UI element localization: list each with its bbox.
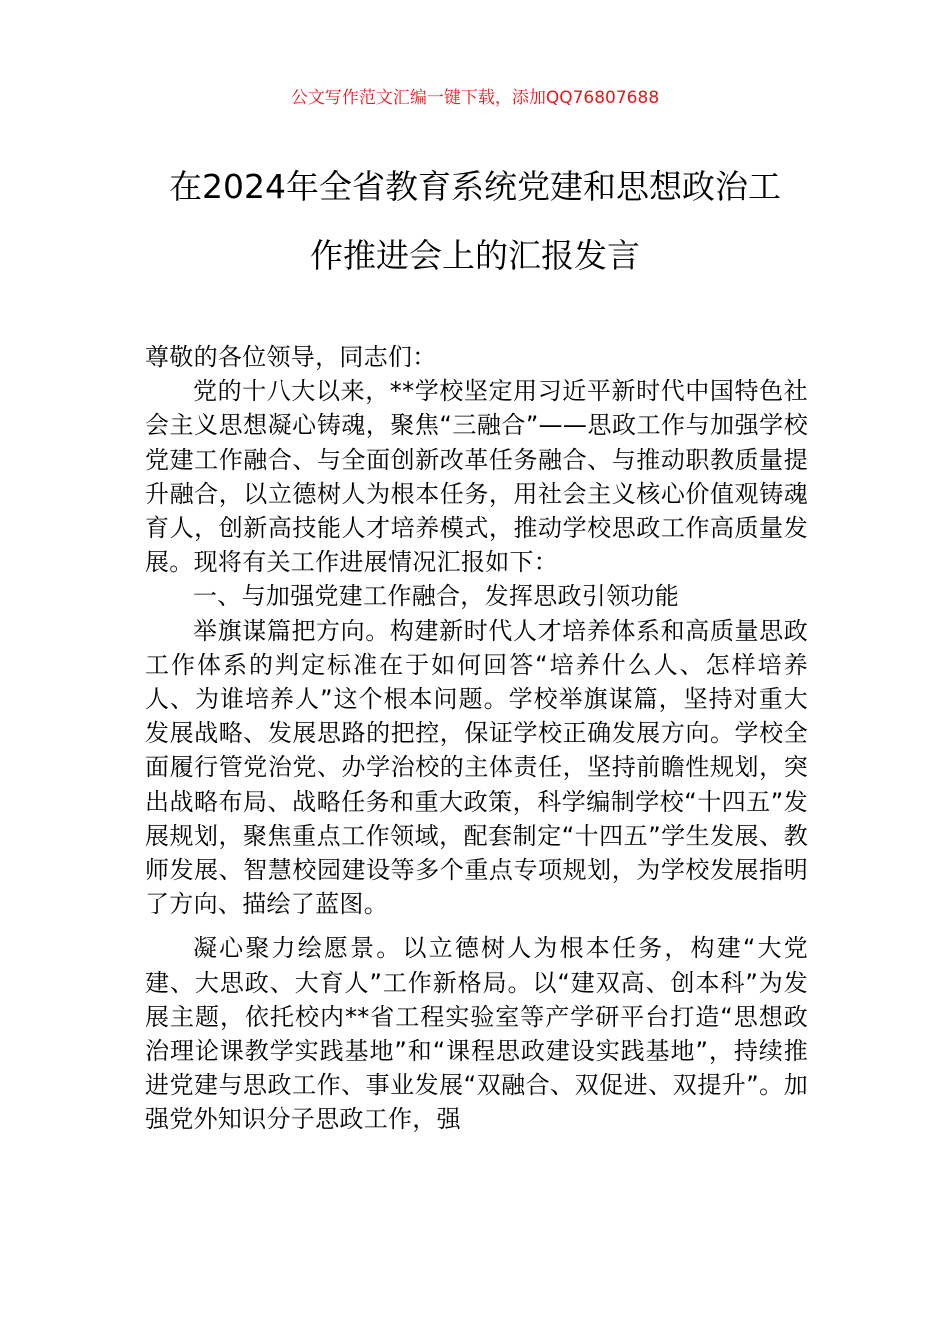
download-watermark: 公文写作范文汇编一键下载，添加QQ76807688 [290, 88, 660, 108]
paragraph-direction: 举旗谋篇把方向。构建新时代人才培养体系和高质量思政工作体系的判定标准在于如何回答“培养什么人、怎样培养人、为谁培养人”这个根本问题。学校举旗谋篇，坚持对重大发展战略、发展思路的把控，保证学校正确发展方向。学校全面履行管党治党、办学治校的主体责任，坚持前瞻性规划，突出战略布局、战略任务和重大政策，科学编制学校“十四五”发展规划，聚焦重点工作领域，配套制定“十四五”学生发展、教师发展、智慧校园建设等多个重点专项规划，为学校发展指明了方向、描绘了蓝图。 [145, 616, 808, 919]
title-line-1: 在2024年全省教育系统党建和思想政治工 [169, 167, 781, 206]
intro-paragraph: 党的十八大以来，**学校坚定用习近平新时代中国特色社会主义思想凝心铸魂，聚焦“三融合”——思政工作与加强学校党建工作融合、与全面创新改革任务融合、与推动职教质量提升融合，以立德树人为根本任务，用社会主义核心价值观铸魂育人，创新高技能人才培养模式，推动学校思政工作高质量发展。现将有关工作进展情况汇报如下： [145, 377, 808, 577]
document-title [100, 152, 850, 290]
section-heading-1: 一、与加强党建工作融合，发挥思政引领功能 [193, 582, 679, 611]
paragraph-vision: 凝心聚力绘愿景。以立德树人为根本任务，构建“大党建、大思政、大育人”工作新格局。以“建双高、创本科”为发展主题，依托校内**省工程实验室等产学研平台打造“思想政治理论课教学实践基地”和“课程思政建设实践基地”，持续推进党建与思政工作、事业发展“双融合、双促进、双提升”。加强党外知识分子思政工作，强 [145, 934, 808, 1134]
title-line-2: 作推进会上的汇报发言 [310, 236, 640, 275]
salutation: 尊敬的各位领导，同志们： [145, 343, 437, 371]
document-body [145, 340, 808, 1137]
